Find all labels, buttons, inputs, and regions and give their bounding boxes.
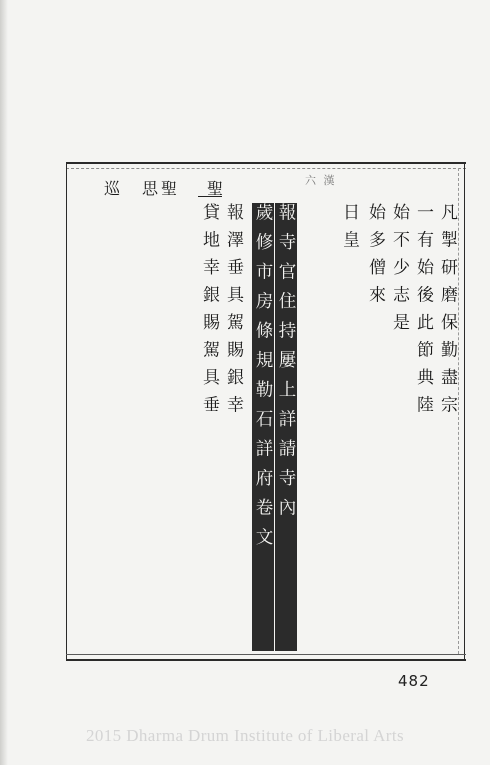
text-column: 始不少志是 (389, 203, 409, 341)
text-column: 貸地幸銀賜駕具垂 (199, 203, 219, 423)
page-number: 482 (398, 672, 430, 690)
text-column: 報澤垂具駕賜銀幸 (223, 203, 243, 423)
header-right-char: 聖 (207, 179, 224, 198)
frame-top-inner-line (66, 168, 466, 169)
frame-top-line (66, 162, 466, 164)
frame-right-line (464, 162, 465, 660)
frame-bottom-inner-line (66, 654, 466, 655)
header-stamp: 六 漢 (305, 174, 337, 187)
scan-edge (0, 0, 8, 765)
header-underline (198, 196, 222, 197)
frame-left-line (66, 162, 67, 660)
header-left-char: 巡 (104, 179, 121, 198)
header-mid-chars: 思聖 (142, 179, 181, 198)
highlighted-column: 歲修市房條規勒石詳府卷文 (252, 203, 274, 651)
text-column: 一有始後此節典陸 (413, 203, 433, 423)
text-column: 凡掣研磨保勤盡宗 (437, 203, 457, 423)
highlighted-column: 報寺官住持屢上詳請寺內 (275, 203, 297, 651)
frame-right-inner-line (458, 168, 459, 654)
text-column: 日皇 (339, 203, 359, 258)
frame-bottom-line (66, 659, 466, 661)
text-column: 始多僧來 (365, 203, 385, 313)
watermark: 2015 Dharma Drum Institute of Liberal Arts (85, 726, 404, 745)
